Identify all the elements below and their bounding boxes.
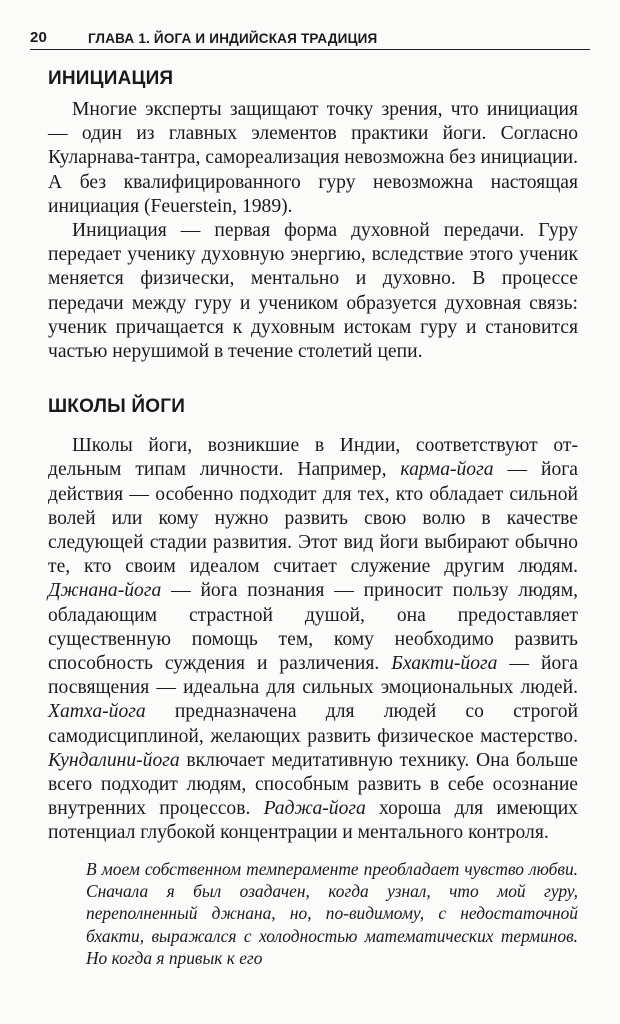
schools-text-5: предназначена для людей со строгой самодисциплиной, желающих развить физическое мастерство. <box>48 701 578 747</box>
schools-text-2: — йога действия — особенно подходит для тех, кто обладает сильной волей или кому нужно развить свою волю в качестве следующей стадии развития. Этот вид йоги выбирают обычно те, кто своим идеалом считает служение другим людям. <box>48 459 578 578</box>
initiation-paragraph-2: Инициация — первая форма духовной передачи. Гуру передает ученику духовную энергию, вследствие этого ученик меняется физически, ментально и духовно. В процессе передачи между гуру и учеником образуется духовная связь: ученик причащается к духовным истокам гуру и становится частью нерушимой в течение столетий цепи. <box>48 220 578 363</box>
term-karma-yoga: карма-йога <box>400 459 494 481</box>
chapter-title: ГЛАВА 1. ЙОГА И ИНДИЙСКАЯ ТРАДИЦИЯ <box>88 31 378 46</box>
schools-text-3: — йога познания — приносит пользу людям, обладающим страстной душой, она предоставляет существенную помощь тем, кому необходимо развить способность суждения и различения. <box>48 580 578 675</box>
page-content <box>48 64 578 969</box>
running-header <box>30 24 590 50</box>
page-number: 20 <box>30 29 48 46</box>
term-jnana-yoga: Джнана-йога <box>48 580 162 602</box>
term-raja-yoga: Раджа-йога <box>263 798 366 820</box>
schools-text-7: хороша для имеющих потенциал глубокой концентрации и ментального контроля. <box>48 798 578 844</box>
schools-paragraph <box>48 434 578 845</box>
schools-text-6: включает медитативную технику. Она больше всего подходит людям, способным развить в себе осознание внутренних процессов. <box>48 749 578 820</box>
term-bhakti-yoga: Бхакти-йога <box>391 653 498 675</box>
schools-text-4: — йога посвящения — идеальна для сильных эмоциональных людей. <box>48 653 578 699</box>
initiation-paragraph-1: Многие эксперты защищают точку зрения, что инициация — один из главных элементов практики йоги. Согласно Куларнава-тантра, самореализация невозможна без инициации. А без квалифицированного гуру невозможна настоящая инициация (Feuerstein, 1989). <box>48 99 578 217</box>
term-kundalini-yoga: Кундалини-йога <box>48 749 180 771</box>
section-heading-initiation: ИНИЦИАЦИЯ <box>48 68 174 89</box>
term-hatha-yoga: Хатха-йога <box>48 701 146 723</box>
section-heading-schools: ШКОЛЫ ЙОГИ <box>48 396 186 418</box>
schools-text-1: Школы йоги, возникшие в Индии, соответствуют отдельным типам личности. Например, <box>48 435 578 481</box>
block-quote: В моем собственном темпераменте преобладает чувство любви. Сначала я был озадачен, когда узнал, что мой гуру, переполненный джнана, но, по-видимому, с недостаточной бхакти, выражался с холодностью математических терминов. Но когда я привык к его <box>86 858 578 968</box>
